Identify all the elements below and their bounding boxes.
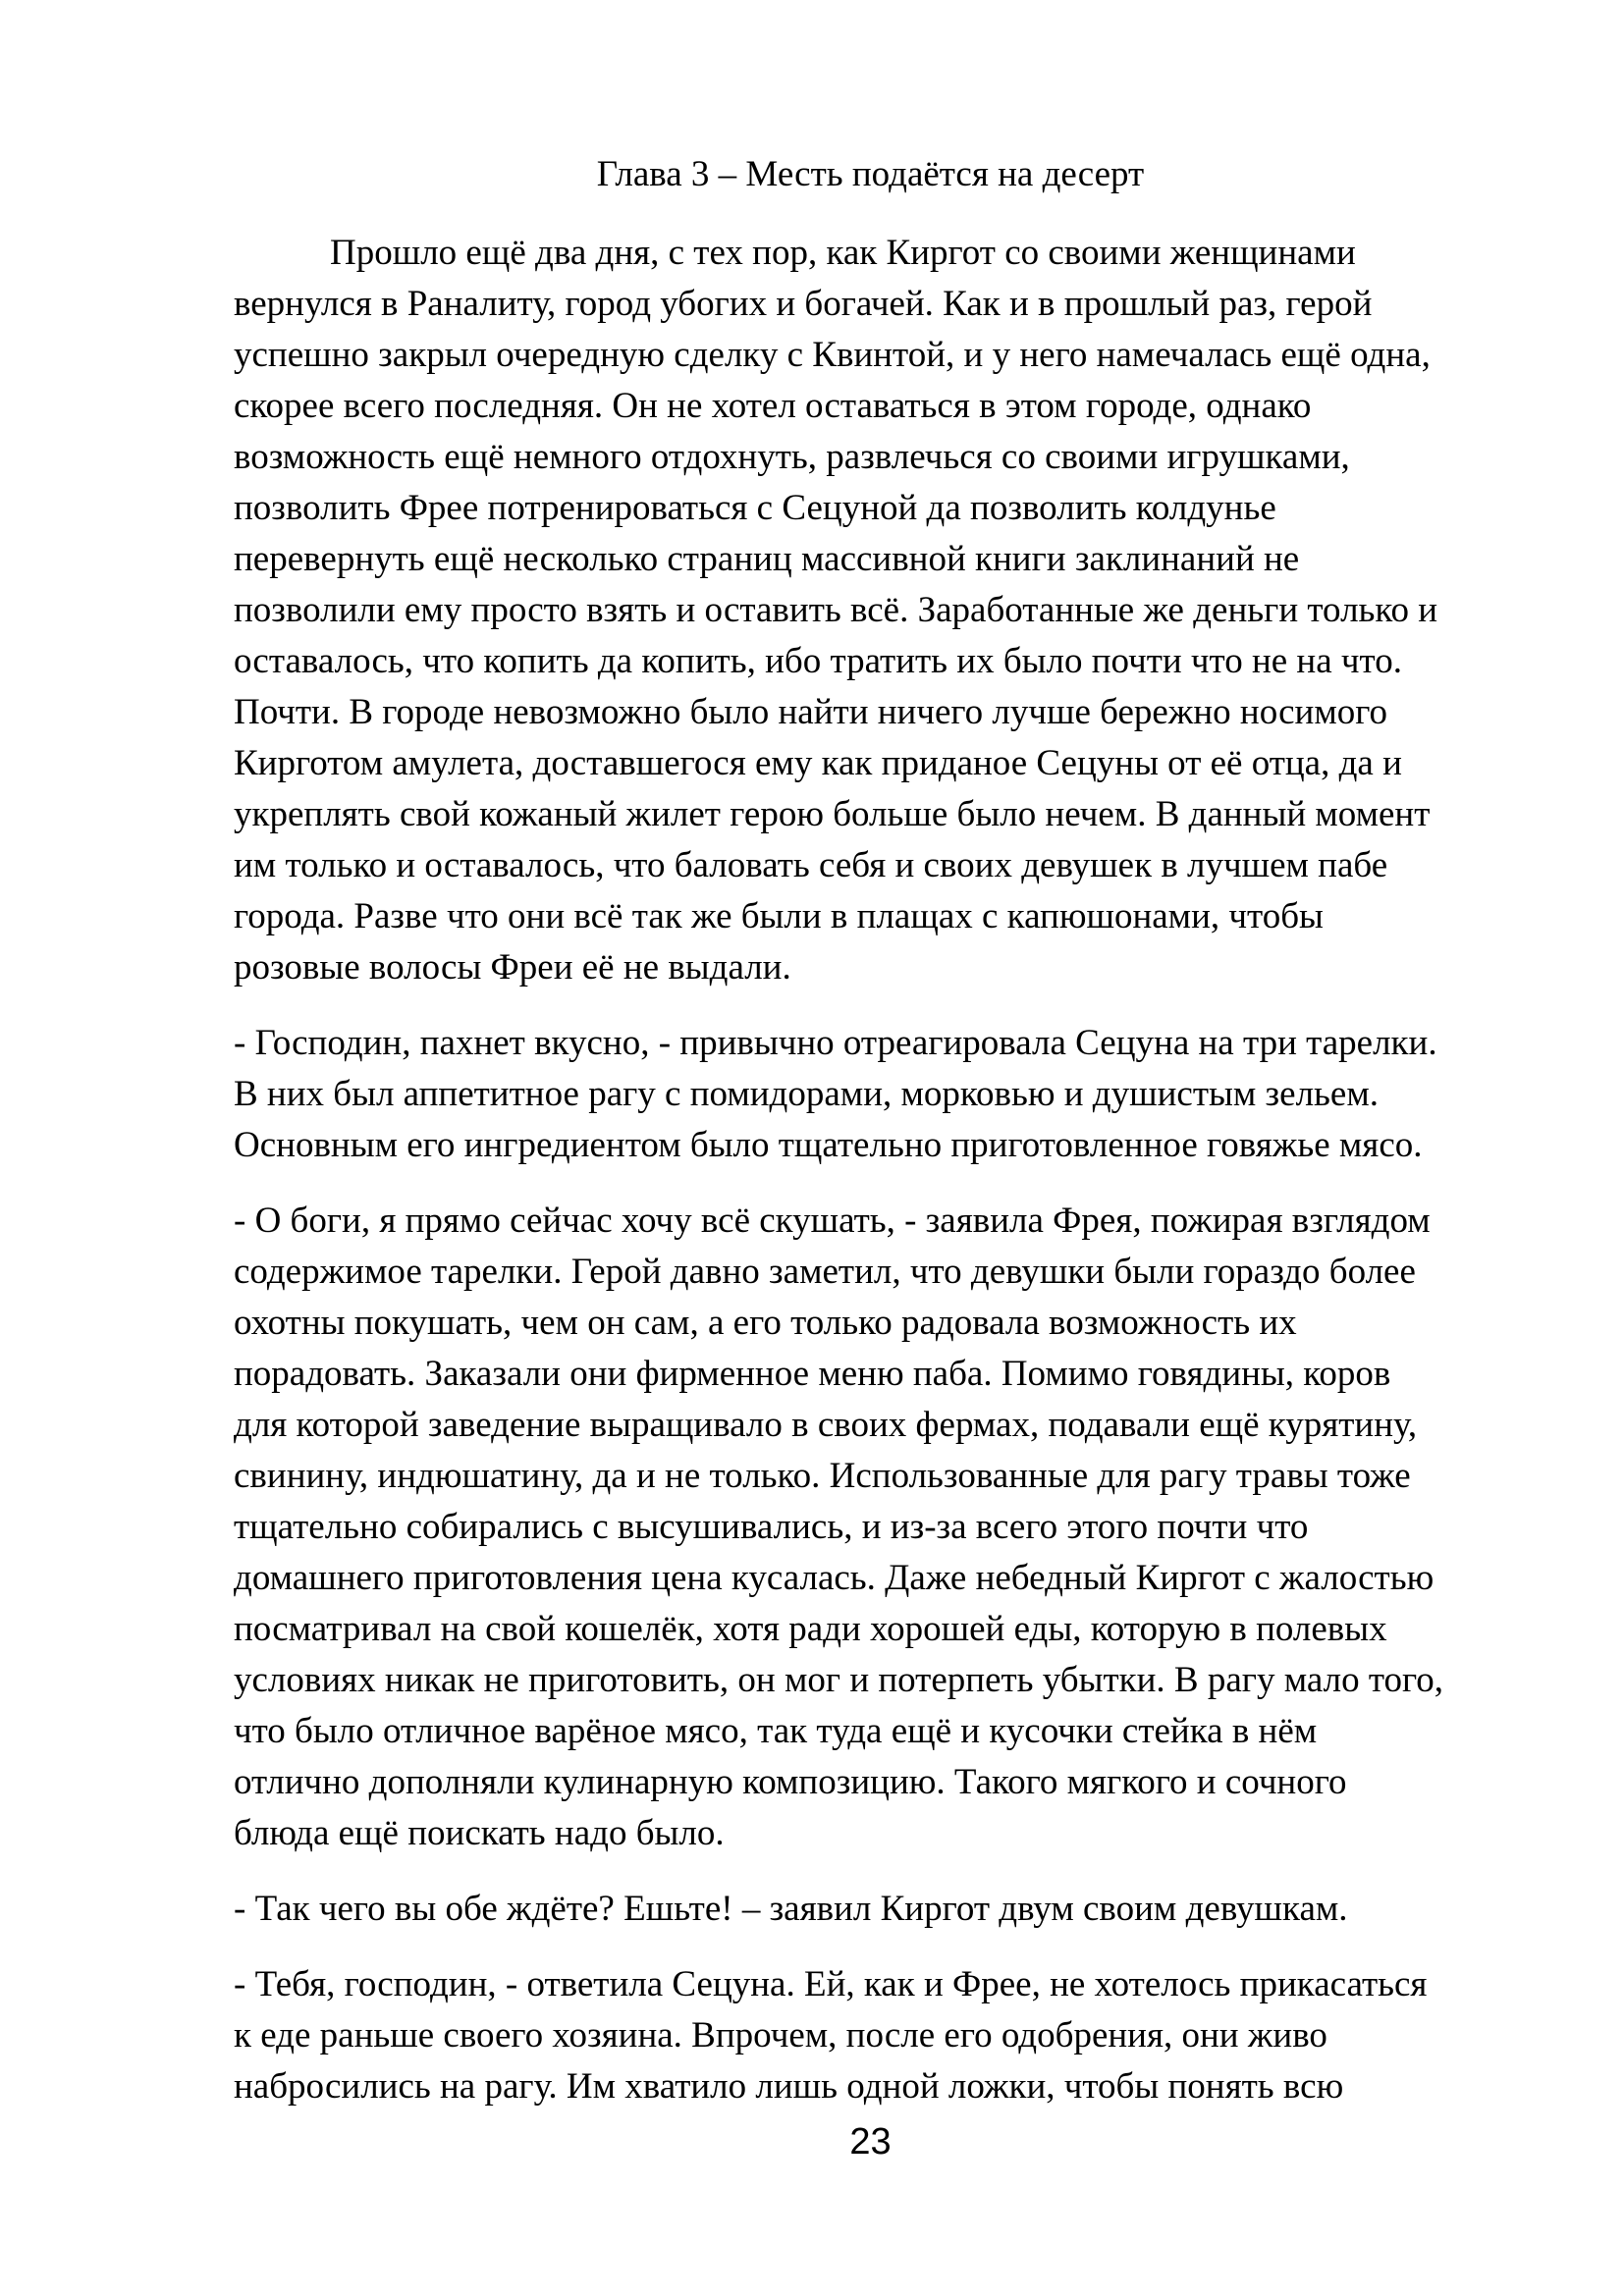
- text-line: Почти. В городе невозможно было найти ничего лучше бережно носимого: [234, 692, 1388, 732]
- text-line: успешно закрыл очередную сделку с Квинтой, и у него намечалась ещё одна,: [234, 335, 1431, 375]
- text-block: [234, 149, 1507, 2112]
- text-line: оставалось, что копить да копить, ибо тратить их было почти что не на что.: [234, 641, 1402, 681]
- chapter-title: Глава 3 – Месть подаётся на десерт: [596, 154, 1145, 194]
- page-footer: [234, 2120, 1507, 2163]
- page-number: 23: [849, 2121, 892, 2163]
- text-line: им только и оставалось, что баловать себя и своих девушек в лучшем пабе: [234, 845, 1388, 885]
- text-line: посматривал на свой кошелёк, хотя ради хорошей еды, которую в полевых: [234, 1609, 1387, 1649]
- text-line: домашнего приготовления цена кусалась. Даже небедный Киргот с жалостью: [234, 1558, 1435, 1598]
- text-line: свинину, индюшатину, да и не только. Использованные для рагу травы тоже: [234, 1456, 1411, 1496]
- text-line: что было отличное варёное мясо, так туда ещё и кусочки стейка в нём: [234, 1711, 1318, 1751]
- text-line: В них был аппетитное рагу с помидорами, морковью и душистым зельем.: [234, 1074, 1379, 1114]
- paragraph: [234, 1884, 1507, 1935]
- text-line: для которой заведение выращивало в своих фермах, подавали ещё курятину,: [234, 1405, 1418, 1445]
- text-line: скорее всего последняя. Он не хотел оставаться в этом городе, однако: [234, 386, 1312, 426]
- text-line: вернулся в Раналиту, город убогих и богачей. Как и в прошлый раз, герой: [234, 284, 1373, 324]
- paragraph: [234, 228, 1507, 993]
- text-line: Прошло ещё два дня, с тех пор, как Киргот со своими женщинами: [330, 233, 1356, 273]
- text-line: - Тебя, господин, - ответила Сецуна. Ей, как и Фрее, не хотелось прикасаться: [234, 1964, 1428, 2004]
- text-line: перевернуть ещё несколько страниц массивной книги заклинаний не: [234, 539, 1300, 579]
- text-line: позволили ему просто взять и оставить всё. Заработанные же деньги только и: [234, 590, 1438, 630]
- text-line: Кирготом амулета, доставшегося ему как приданое Сецуны от её отца, да и: [234, 743, 1402, 783]
- text-line: отлично дополняли кулинарную композицию. Такого мягкого и сочного: [234, 1762, 1347, 1802]
- text-line: содержимое тарелки. Герой давно заметил, что девушки были гораздо более: [234, 1252, 1416, 1292]
- text-line: условиях никак не приготовить, он мог и потерпеть убытки. В рагу мало того,: [234, 1660, 1444, 1700]
- text-line: к еде раньше своего хозяина. Впрочем, после его одобрения, они живо: [234, 2015, 1327, 2056]
- paragraph: [234, 1196, 1507, 1859]
- paragraph: [234, 1018, 1507, 1171]
- text-line: укреплять свой кожаный жилет герою больше было нечем. В данный момент: [234, 794, 1431, 834]
- text-line: Основным его ингредиентом было тщательно приготовленное говяжье мясо.: [234, 1125, 1423, 1165]
- paragraph-list: [234, 228, 1507, 2112]
- text-line: розовые волосы Фреи её не выдали.: [234, 947, 791, 988]
- text-line: - Господин, пахнет вкусно, - привычно отреагировала Сецуна на три тарелки.: [234, 1023, 1437, 1063]
- text-line: города. Разве что они всё так же были в плащах с капюшонами, чтобы: [234, 896, 1324, 936]
- text-line: порадовать. Заказали они фирменное меню паба. Помимо говядины, коров: [234, 1354, 1391, 1394]
- text-line: набросились на рагу. Им хватило лишь одной ложки, чтобы понять всю: [234, 2066, 1344, 2107]
- text-line: - О боги, я прямо сейчас хочу всё скушать, - заявила Фрея, пожирая взглядом: [234, 1201, 1431, 1241]
- text-line: тщательно собирались с высушивались, и из-за всего этого почти что: [234, 1507, 1309, 1547]
- text-line: возможность ещё немного отдохнуть, развлечься со своими игрушками,: [234, 437, 1350, 477]
- text-line: блюда ещё поискать надо было.: [234, 1813, 725, 1853]
- text-line: - Так чего вы обе ждёте? Ешьте! – заявил Киргот двум своим девушкам.: [234, 1889, 1348, 1929]
- text-line: охотны покушать, чем он сам, а его только радовала возможность их: [234, 1303, 1297, 1343]
- text-line: позволить Фрее потренироваться с Сецуной да позволить колдунье: [234, 488, 1276, 528]
- paragraph: [234, 1959, 1507, 2112]
